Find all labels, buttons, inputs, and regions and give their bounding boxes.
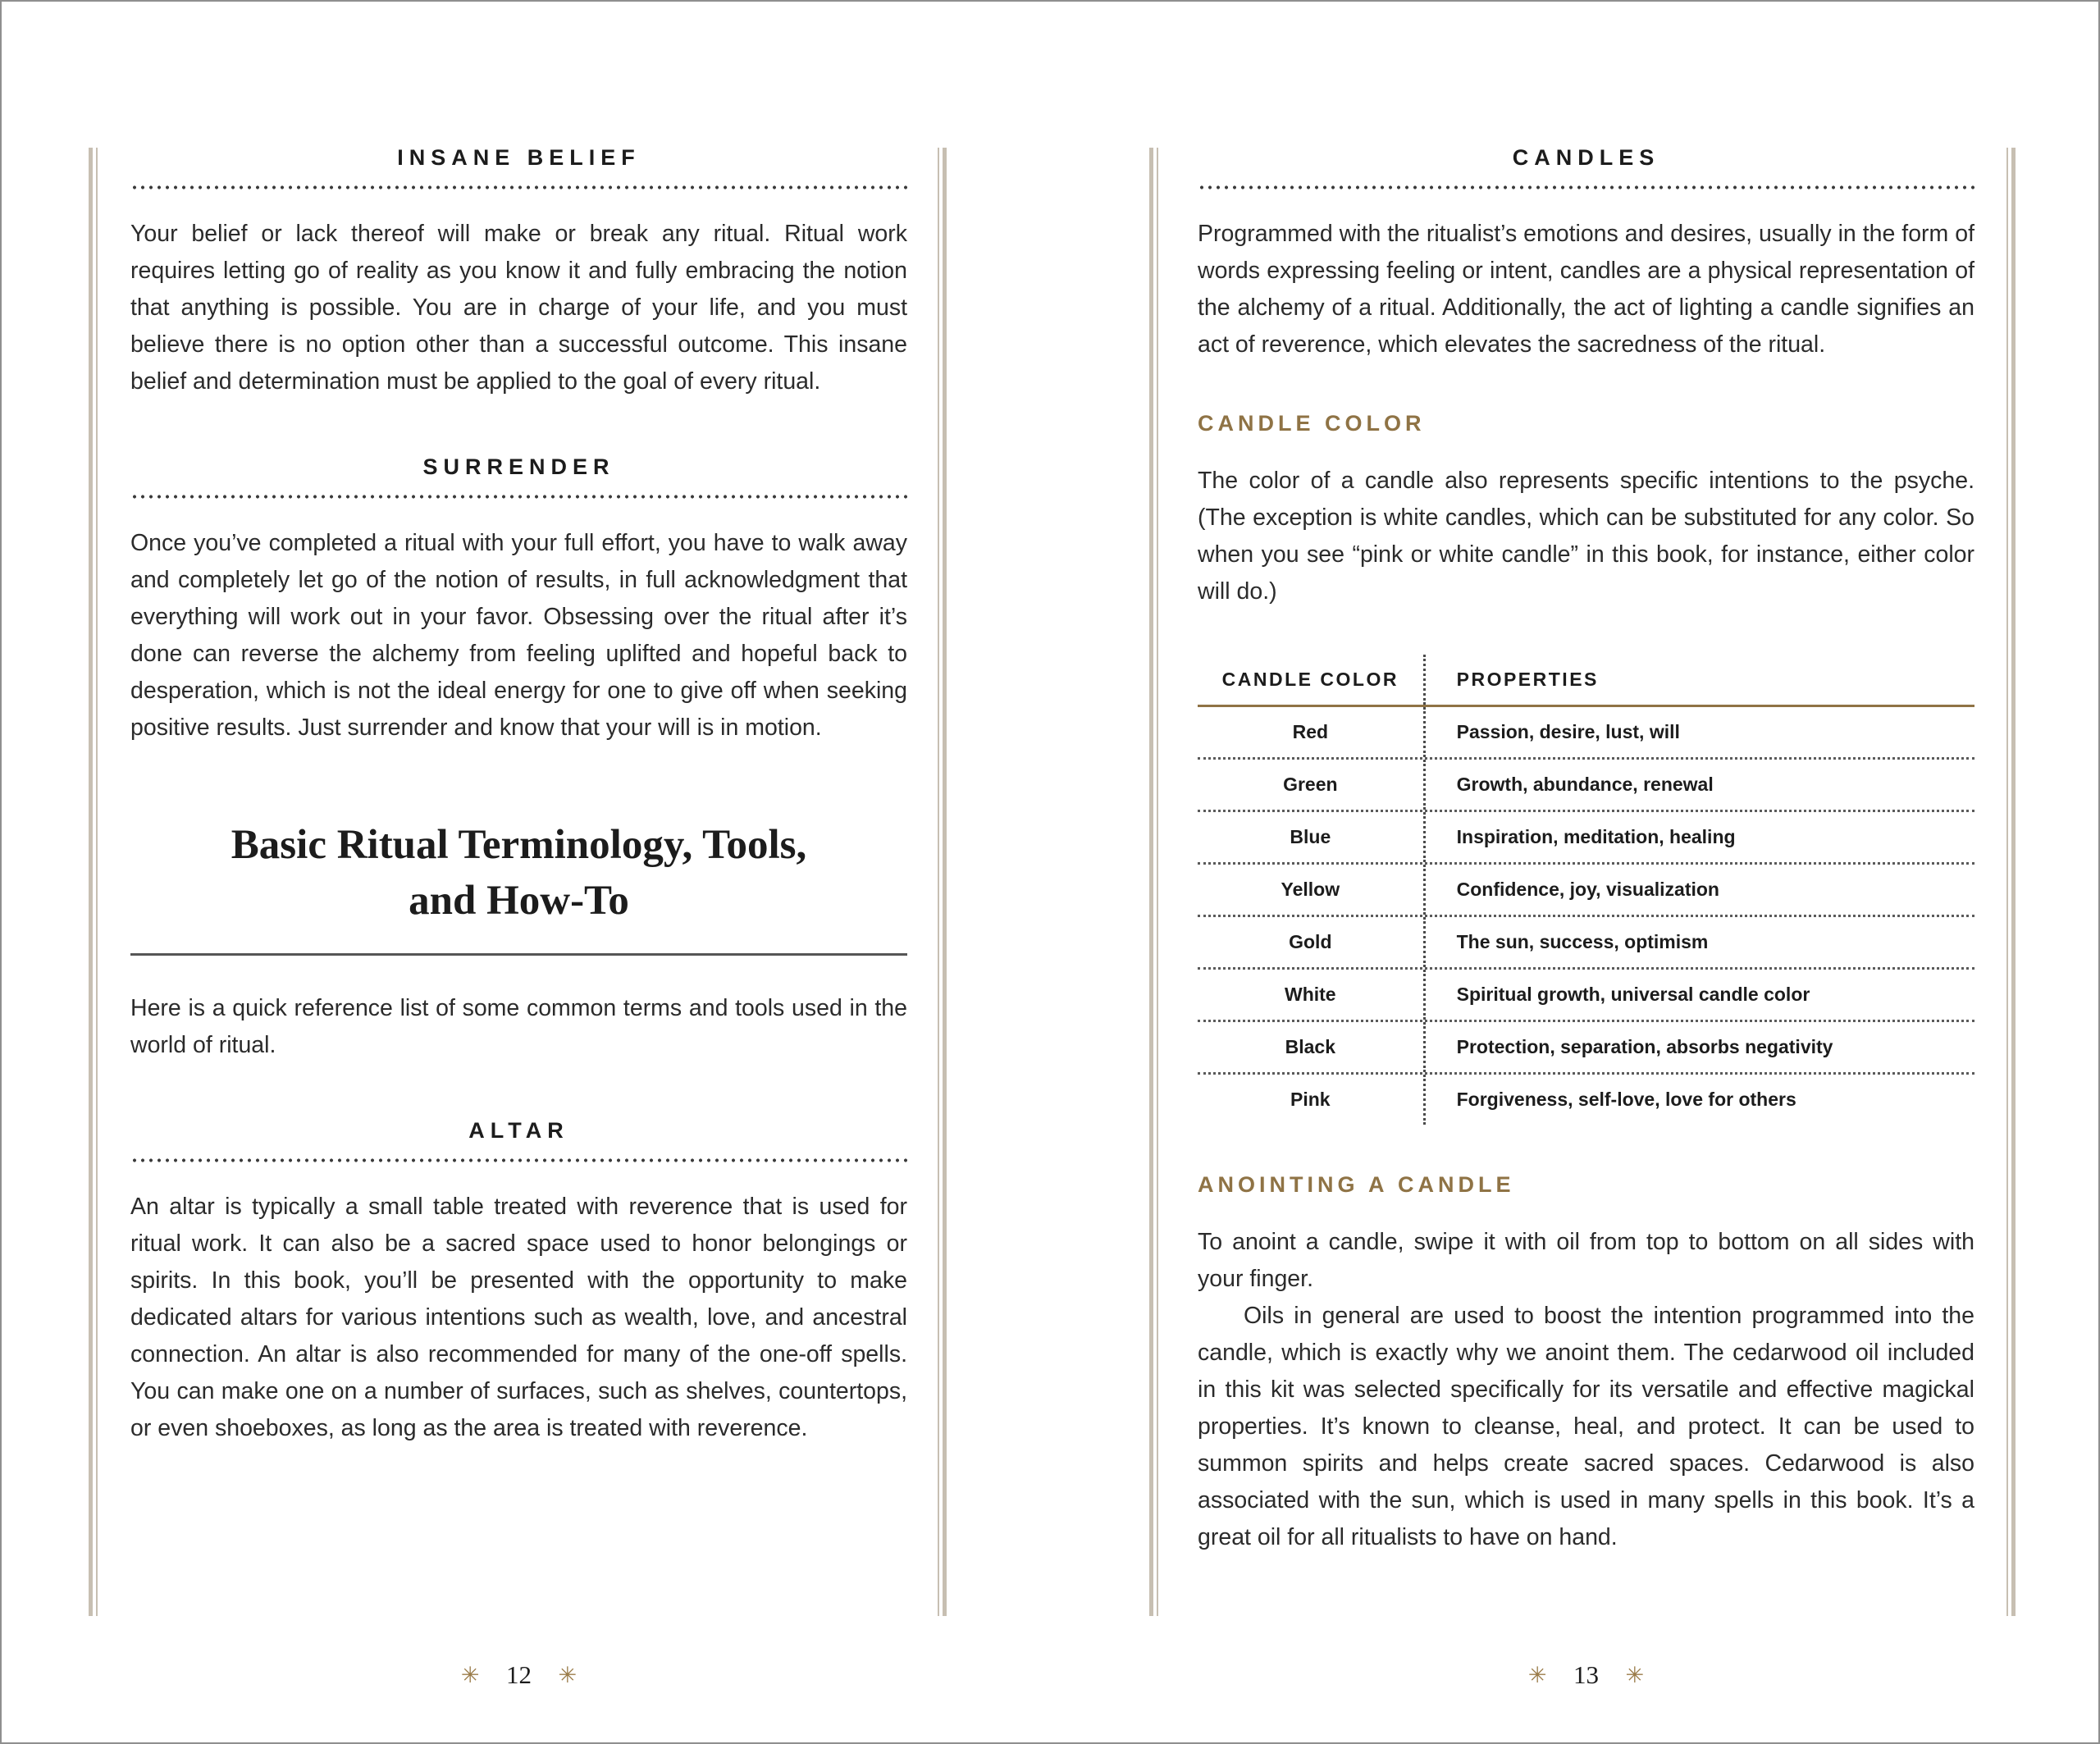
- table-cell-properties: Forgiveness, self-love, love for others: [1423, 1075, 1974, 1125]
- right-page-inner-rule: [2006, 148, 2016, 1616]
- chapter-title-rule: [130, 953, 907, 956]
- left-page-inner-rule: [938, 148, 947, 1616]
- paragraph-anointing-1: To anoint a candle, swipe it with oil from top to bottom on all sides with your finger.: [1198, 1229, 1974, 1292]
- table-cell-color: Green: [1283, 774, 1338, 795]
- section-heading-altar: ALTAR: [468, 1118, 569, 1143]
- table-cell-properties: Protection, separation, absorbs negativity: [1423, 1022, 1974, 1072]
- chapter-title-line-1: Basic Ritual Terminology, Tools,: [231, 822, 807, 868]
- paragraph-surrender: Once you’ve completed a ritual with your full effort, you have to walk away and completely let go of the notion of results, in full acknowledgment that everything will work out in your favor. Obsessing over the ritual after it’s done can reverse the alchemy from feeling uplifted and hopeful back to desperation, which is not the ideal energy for one to give off when seeking positive results. Just surrender and know that your will is in motion.: [130, 530, 907, 741]
- table-cell-properties: Confidence, joy, visualization: [1423, 865, 1974, 915]
- table-header-row: [1198, 655, 1974, 707]
- subheading-candle-color: CANDLE COLOR: [1198, 411, 1426, 436]
- table-row: [1198, 865, 1974, 917]
- table-cell-color: White: [1285, 984, 1336, 1005]
- table-row: [1198, 970, 1974, 1022]
- table-cell-properties: The sun, success, optimism: [1423, 917, 1974, 967]
- table-cell-color: Pink: [1290, 1089, 1331, 1110]
- footer-left: [130, 1660, 907, 1690]
- table-cell-properties: Spiritual growth, universal candle color: [1423, 970, 1974, 1020]
- star-icon: ✳: [460, 1662, 480, 1687]
- subheading-anointing-a-candle: ANOINTING A CANDLE: [1198, 1172, 1515, 1197]
- table-cell-color: Red: [1292, 721, 1329, 742]
- chapter-title: [130, 817, 907, 929]
- chapter-title-line-2: and How-To: [409, 878, 629, 924]
- dotted-rule: [130, 495, 907, 499]
- table-row: [1198, 917, 1974, 970]
- section-heading-surrender: SURRENDER: [422, 454, 615, 479]
- candle-color-table: [1198, 655, 1974, 1125]
- footer-right: [1198, 1660, 1974, 1690]
- paragraph-insane-belief: Your belief or lack thereof will make or break any ritual. Ritual work requires letting go of reality as you know it and fully embracing the notion that anything is possible. You are in charge of your life, and you must believe there is no option other than a successful outcome. This insane belief and determination must be applied to the goal of every ritual.: [130, 221, 907, 395]
- table-cell-color: Black: [1285, 1036, 1335, 1057]
- paragraph-anointing-2: Oils in general are used to boost the intention programmed into the candle, which is exactly why we anoint them. The cedarwood oil included in this kit was selected specifically for its versatile and effective magickal properties. It’s known to cleanse, heal, and protect. It can be used to summon spirits and helps create sacred spaces. Cedarwood is also associated with the sun, which is used in many spells in this book. It’s a great oil for all ritualists to have on hand.: [1198, 1303, 1974, 1550]
- table-row: [1198, 707, 1974, 760]
- dotted-rule: [130, 1158, 907, 1162]
- table-row: [1198, 1075, 1974, 1125]
- dotted-rule: [130, 185, 907, 189]
- table-header-candle-color: CANDLE COLOR: [1221, 669, 1399, 690]
- left-page-outer-rule: [89, 148, 98, 1616]
- right-page-outer-rule: [1149, 148, 1158, 1616]
- table-cell-properties: Growth, abundance, renewal: [1423, 760, 1974, 810]
- page-number-right: 13: [1573, 1660, 1599, 1689]
- page-right: [1198, 137, 1974, 1556]
- table-row: [1198, 812, 1974, 865]
- section-heading-insane-belief: INSANE BELIEF: [397, 145, 641, 170]
- table-header-properties: PROPERTIES: [1423, 655, 1974, 705]
- star-icon: ✳: [558, 1662, 578, 1687]
- table-cell-color: Blue: [1290, 826, 1331, 847]
- page-number-left: 12: [506, 1660, 532, 1689]
- paragraph-chapter-intro: Here is a quick reference list of some common terms and tools used in the world of ritual.: [130, 995, 907, 1058]
- table-row: [1198, 1022, 1974, 1075]
- page-left: [130, 137, 907, 1447]
- paragraph-altar: An altar is typically a small table treated with reverence that is used for ritual work. It can also be a sacred space used to honor belongings or spirits. In this book, you’ll be presented with the opportunity to make dedicated altars for various intentions such as wealth, love, and ancestral connection. An altar is also recommended for many of the one-off spells. You can make one on a number of surfaces, such as shelves, countertops, or even shoeboxes, as long as the area is treated with reverence.: [130, 1194, 907, 1441]
- table-cell-properties: Passion, desire, lust, will: [1423, 707, 1974, 757]
- table-cell-properties: Inspiration, meditation, healing: [1423, 812, 1974, 862]
- table-cell-color: Yellow: [1281, 879, 1340, 900]
- star-icon: ✳: [1527, 1662, 1547, 1687]
- table-row: [1198, 760, 1974, 812]
- paragraph-candles: Programmed with the ritualist’s emotions and desires, usually in the form of words expressing feeling or intent, candles are a physical representation of the alchemy of a ritual. Additionally, the act of lighting a candle signifies an act of reverence, which elevates the sacredness of the ritual.: [1198, 221, 1974, 358]
- star-icon: ✳: [1625, 1662, 1645, 1687]
- section-heading-candles: CANDLES: [1512, 145, 1660, 170]
- paragraph-candle-color: The color of a candle also represents specific intentions to the psyche. (The exception is white candles, which can be substituted for any color. So when you see “pink or white candle” in this book, for instance, either color will do.): [1198, 468, 1974, 605]
- dotted-rule: [1198, 185, 1974, 189]
- table-cell-color: Gold: [1289, 931, 1332, 952]
